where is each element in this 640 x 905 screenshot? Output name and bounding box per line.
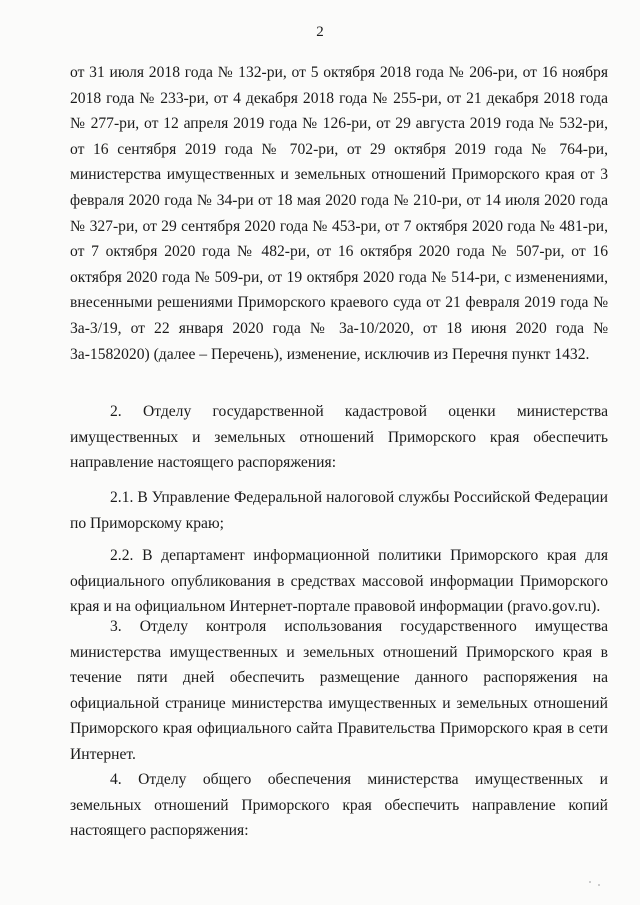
paragraph-text: 4. Отделу общего обеспечения министерства имущественных и земельных отношений Приморского края обеспечить направление копий настоящего распоряжения: bbox=[70, 771, 608, 840]
paragraph-text: 3. Отделу контроля использования государственного имущества министерства имущественных и земельных отношений Приморского края в течение пяти дней обеспечить размещение данного распоряжения на официальной странице министерства имущественных и земельных отношений Приморского края официального сайта Правительства Приморского края в сети Интернет. bbox=[70, 618, 608, 763]
paragraph-item-2-1 bbox=[70, 485, 608, 536]
paragraph-item-3 bbox=[70, 614, 608, 768]
paragraph-item-2 bbox=[70, 399, 608, 476]
scan-artifact bbox=[598, 884, 600, 886]
page-number: 2 bbox=[316, 24, 324, 40]
paragraph-list-continuation bbox=[70, 60, 608, 367]
paragraph-item-2-2 bbox=[70, 543, 608, 620]
paragraph-item-4 bbox=[70, 767, 608, 844]
paragraph-text: 2. Отделу государственной кадастровой оценки министерства имущественных и земельных отношений Приморского края обеспечить направление настоящего распоряжения: bbox=[70, 403, 608, 472]
paragraph-text: 2.2. В департамент информационной политики Приморского края для официального опубликования в средствах массовой информации Приморского края и на официальном Интернет-портале правовой информации (pravo.gov.ru). bbox=[70, 547, 608, 616]
scan-artifact bbox=[589, 881, 591, 883]
paragraph-text: 2.1. В Управление Федеральной налоговой службы Российской Федерации по Приморскому краю; bbox=[70, 489, 608, 532]
paragraph-text: от 31 июля 2018 года № 132-ри, от 5 октября 2018 года № 206-ри, от 16 ноября 2018 года № 233-ри, от 4 декабря 2018 года № 255-ри, от 21 декабря 2018 года № 277-ри, от 12 апреля 2019 года № 126-ри, от 29 августа 2019 года № 532-ри, от 16 сентября 2019 года № 702-ри, от 29 октября 2019 года № 764-ри, министерства имущественных и земельных отношений Приморского края от 3 февраля 2020 года № 34-ри от 18 мая 2020 года № 210-ри, от 14 июля 2020 года № 327-ри, от 29 сентября 2020 года № 453-ри, от 7 октября 2020 года № 481-ри, от 7 октября 2020 года № 482-ри, от 16 октября 2020 года № 507-ри, от 16 октября 2020 года № 509-ри, от 19 октября 2020 года № 514-ри, с изменениями, внесенными решениями Приморского краевого суда от 21 февраля 2019 года № 3а-3/19, от 22 января 2020 года № 3а-10/2020, от 18 июня 2020 года № 3а-1582020) (далее – Перечень), изменение, исключив из Перечня пункт 1432. bbox=[70, 64, 608, 363]
